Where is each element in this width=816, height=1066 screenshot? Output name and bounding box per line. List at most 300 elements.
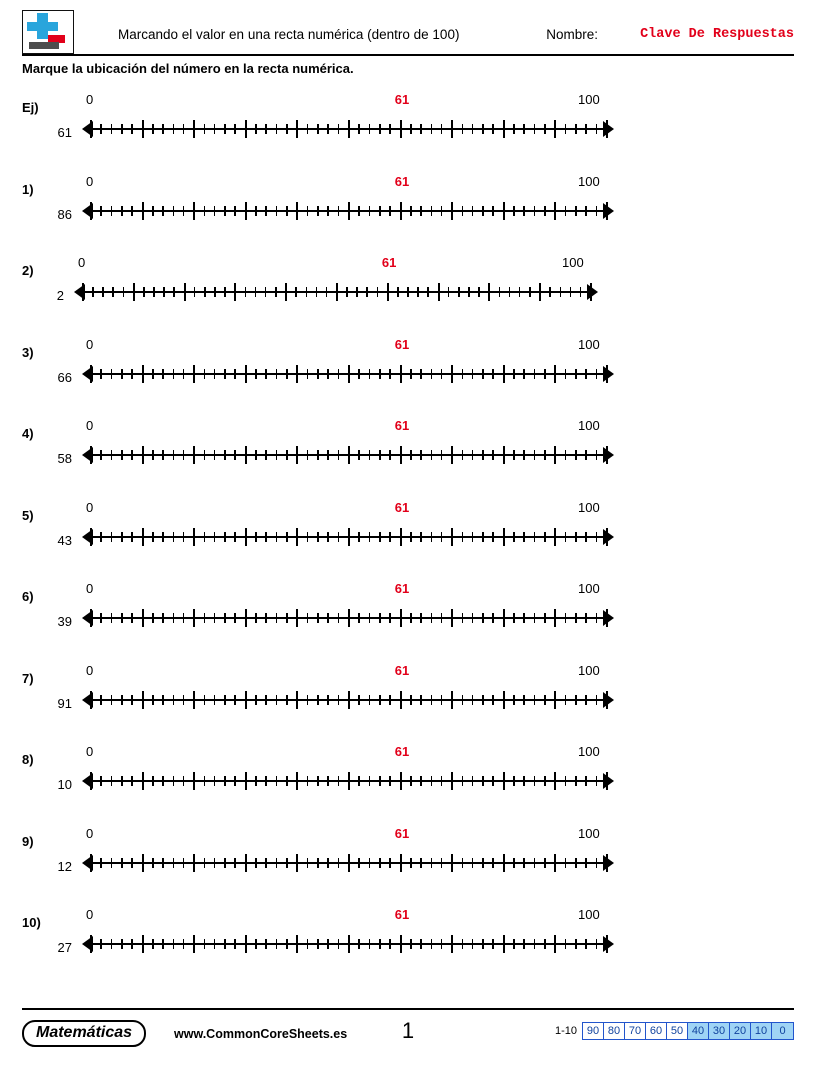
tick-minor [121,369,123,379]
page-title: Marcando el valor en una recta numérica (dentro de 100) [118,27,460,42]
tick-minor [224,124,226,134]
tick-minor [358,450,360,460]
arrow-right-icon [587,284,598,300]
tick-minor [358,939,360,949]
tick-minor [327,695,329,705]
tick-minor [565,450,567,460]
problem-row [0,329,816,411]
arrow-right-icon [603,203,614,219]
tick-major [348,202,350,220]
tick-minor [472,695,474,705]
tick-major [451,528,453,546]
tick-major [348,772,350,790]
tick-major [348,609,350,627]
tick-minor [468,287,470,297]
tick-minor [234,206,236,216]
tick-minor [596,450,598,460]
tick-minor [369,858,371,868]
tick-minor [420,695,422,705]
tick-minor [379,939,381,949]
tick-major [336,283,338,301]
problem-answer: 2 [56,288,64,303]
tick-minor [389,450,391,460]
tick-minor [523,206,525,216]
arrow-right-icon [603,936,614,952]
tick-minor [162,532,164,542]
tick-minor [513,613,515,623]
tick-minor [534,532,536,542]
tick-minor [441,613,443,623]
tick-major [387,283,389,301]
tick-major [90,772,92,790]
tick-major [554,772,556,790]
tick-minor [358,858,360,868]
tick-major [400,772,402,790]
tick-minor [369,532,371,542]
tick-minor [585,532,587,542]
number-line-label-left: 0 [86,336,94,352]
number-line-label-left: 0 [86,744,94,759]
problem-number: 10) [22,915,41,930]
tick-minor [565,532,567,542]
number-line-label-right: 100 [578,336,600,352]
tick-major [193,120,195,138]
tick-major [193,772,195,790]
tick-minor [389,776,391,786]
tick-major [142,202,144,220]
tick-minor [265,450,267,460]
tick-minor [462,613,464,623]
tick-minor [183,369,185,379]
number-line-label-right: 100 [578,173,600,189]
tick-minor [234,858,236,868]
tick-minor [265,206,267,216]
tick-minor [523,613,525,623]
number-line-axis [74,281,598,303]
tick-minor [173,532,175,542]
tick-major [554,120,556,138]
tick-minor [482,124,484,134]
tick-major [245,691,247,709]
problem-row [0,573,816,655]
tick-minor [112,287,114,297]
tick-minor [327,369,329,379]
tick-minor [255,369,257,379]
tick-minor [338,369,340,379]
tick-minor [111,450,113,460]
tick-major [488,283,490,301]
tick-minor [441,695,443,705]
tick-minor [152,939,154,949]
tick-minor [255,858,257,868]
tick-minor [389,613,391,623]
tick-minor [255,695,257,705]
tick-minor [441,369,443,379]
tick-minor [492,124,494,134]
tick-minor [596,695,598,705]
tick-minor [255,939,257,949]
tick-minor [214,369,216,379]
tick-minor [204,613,206,623]
tick-minor [410,450,412,460]
tick-minor [173,450,175,460]
tick-minor [482,939,484,949]
tick-minor [492,776,494,786]
tick-minor [575,613,577,623]
tick-minor [307,939,309,949]
page-footer [22,1008,794,1052]
problem-answer: 27 [57,940,72,955]
number-line-axis [82,526,614,548]
site-url: www.CommonCoreSheets.es [174,1027,348,1041]
tick-minor [482,206,484,216]
tick-minor [596,939,598,949]
tick-minor [482,776,484,786]
tick-major [193,446,195,464]
tick-minor [565,613,567,623]
tick-major [606,609,608,627]
number-line-label-left: 0 [86,581,94,596]
tick-minor [100,206,102,216]
tick-minor [472,858,474,868]
tick-minor [100,776,102,786]
arrow-right-icon [603,529,614,545]
tick-minor [265,532,267,542]
tick-minor [410,206,412,216]
tick-minor [338,858,340,868]
tick-minor [214,206,216,216]
tick-minor [499,287,501,297]
tick-minor [214,695,216,705]
tick-minor [100,369,102,379]
tick-minor [204,369,206,379]
tick-major [400,528,402,546]
tick-minor [379,369,381,379]
tick-minor [306,287,308,297]
number-line-label-target: 61 [381,255,397,270]
tick-major [142,772,144,790]
tick-minor [482,613,484,623]
tick-major [554,202,556,220]
tick-minor [482,858,484,868]
answer-key-label: Clave De Respuestas [640,27,794,42]
tick-minor [462,858,464,868]
tick-minor [523,939,525,949]
tick-minor [379,613,381,623]
tick-minor [565,858,567,868]
tick-minor [234,532,236,542]
problem-number: 9) [22,833,34,849]
score-box [555,1022,794,1040]
tick-minor [204,695,206,705]
number-line-axis [82,363,614,385]
tick-minor [596,124,598,134]
tick-minor [307,695,309,705]
tick-minor [410,776,412,786]
tick-minor [585,124,587,134]
tick-major [142,120,144,138]
number-line-label-right: 100 [578,418,600,433]
tick-minor [121,858,123,868]
number-line-label-target: 61 [394,173,410,189]
tick-minor [462,206,464,216]
tick-minor [338,613,340,623]
tick-major [539,283,541,301]
tick-minor [427,287,429,297]
tick-major [90,446,92,464]
tick-minor [509,287,511,297]
tick-minor [214,450,216,460]
tick-minor [534,858,536,868]
tick-minor [204,206,206,216]
tick-minor [327,532,329,542]
problem-answer: 86 [57,206,72,222]
tick-minor [100,613,102,623]
tick-minor [523,858,525,868]
tick-minor [441,776,443,786]
tick-minor [410,532,412,542]
tick-minor [379,695,381,705]
tick-minor [265,613,267,623]
tick-minor [431,124,433,134]
tick-major [503,446,505,464]
tick-major [245,609,247,627]
tick-minor [565,695,567,705]
tick-minor [529,287,531,297]
number-line-label-right: 100 [578,662,600,678]
score-cell: 50 [667,1023,688,1039]
tick-major [296,691,298,709]
tick-minor [183,858,185,868]
tick-minor [338,532,340,542]
worksheet-page [0,10,816,1066]
tick-major [503,935,505,953]
tick-minor [575,939,577,949]
tick-minor [173,613,175,623]
tick-minor [224,287,226,297]
problem-list [0,84,816,981]
tick-major [90,609,92,627]
tick-minor [519,287,521,297]
tick-minor [102,287,104,297]
tick-minor [327,939,329,949]
problem-row [0,410,816,492]
number-line-label-target: 61 [394,662,410,678]
tick-minor [513,124,515,134]
tick-minor [513,532,515,542]
tick-major [133,283,135,301]
arrow-right-icon [603,366,614,382]
number-line-axis [82,689,614,711]
tick-minor [276,613,278,623]
tick-minor [544,532,546,542]
tick-minor [534,695,536,705]
tick-major [606,528,608,546]
tick-minor [100,532,102,542]
tick-minor [265,369,267,379]
tick-minor [523,776,525,786]
tick-major [234,283,236,301]
tick-minor [575,532,577,542]
tick-minor [326,287,328,297]
tick-minor [575,124,577,134]
problem-row [0,166,816,248]
score-range: 1-10 [554,1025,577,1037]
tick-minor [275,287,277,297]
tick-minor [523,695,525,705]
tick-minor [366,287,368,297]
number-line-label-target: 61 [394,744,410,759]
tick-minor [389,369,391,379]
tick-minor [245,287,247,297]
tick-minor [565,206,567,216]
tick-major [348,528,350,546]
tick-minor [307,858,309,868]
tick-minor [183,450,185,460]
name-label: Nombre: [546,27,598,42]
brand-badge: Matemáticas [22,1020,146,1047]
tick-minor [534,206,536,216]
tick-minor [585,776,587,786]
tick-minor [173,695,175,705]
tick-minor [131,939,133,949]
tick-major [245,854,247,872]
tick-minor [111,613,113,623]
tick-minor [214,858,216,868]
tick-minor [570,287,572,297]
tick-major [606,120,608,138]
tick-major [296,528,298,546]
tick-minor [523,124,525,134]
tick-minor [420,858,422,868]
tick-major [451,202,453,220]
tick-minor [472,369,474,379]
tick-major [90,854,92,872]
tick-minor [276,206,278,216]
tick-minor [295,287,297,297]
tick-minor [183,124,185,134]
number-line-label-right: 100 [578,825,600,841]
tick-minor [286,206,288,216]
tick-minor [100,450,102,460]
tick-major [348,854,350,872]
tick-minor [276,532,278,542]
tick-major [142,528,144,546]
tick-major [82,283,84,301]
tick-minor [121,206,123,216]
tick-minor [389,939,391,949]
tick-minor [265,776,267,786]
tick-major [348,935,350,953]
tick-minor [338,450,340,460]
tick-minor [121,776,123,786]
tick-major [400,446,402,464]
tick-minor [441,939,443,949]
tick-major [554,528,556,546]
tick-minor [255,450,257,460]
tick-minor [472,124,474,134]
tick-minor [163,287,165,297]
tick-minor [358,369,360,379]
tick-minor [131,858,133,868]
problem-number: 5) [22,507,34,523]
tick-major [90,528,92,546]
tick-minor [327,450,329,460]
tick-minor [131,776,133,786]
tick-major [503,365,505,383]
tick-major [451,772,453,790]
tick-minor [286,369,288,379]
tick-major [348,691,350,709]
tick-major [348,365,350,383]
number-line-label-right: 100 [578,92,600,107]
tick-minor [358,124,360,134]
number-line-label-left: 0 [78,255,86,270]
tick-minor [534,450,536,460]
tick-minor [462,532,464,542]
tick-minor [358,532,360,542]
tick-major [193,528,195,546]
tick-minor [162,939,164,949]
tick-minor [234,369,236,379]
tick-major [554,446,556,464]
tick-minor [513,206,515,216]
tick-minor [162,369,164,379]
tick-minor [358,776,360,786]
number-line-label-left: 0 [86,92,94,107]
problem-answer: 58 [57,451,72,466]
tick-minor [131,695,133,705]
tick-major [451,935,453,953]
tick-minor [492,450,494,460]
tick-minor [389,695,391,705]
number-line-label-target: 61 [394,825,410,841]
tick-minor [544,695,546,705]
tick-major [142,935,144,953]
tick-minor [389,124,391,134]
tick-minor [338,206,340,216]
tick-minor [544,776,546,786]
tick-minor [565,939,567,949]
tick-minor [513,369,515,379]
tick-minor [224,613,226,623]
tick-minor [472,613,474,623]
tick-minor [410,939,412,949]
tick-minor [462,369,464,379]
tick-major [606,935,608,953]
problem-number: 8) [22,752,34,767]
tick-minor [152,695,154,705]
tick-minor [431,613,433,623]
tick-minor [100,695,102,705]
tick-minor [478,287,480,297]
problem-number: 6) [22,589,34,604]
tick-minor [183,532,185,542]
problem-answer: 39 [57,614,72,629]
tick-major [90,935,92,953]
tick-minor [286,858,288,868]
tick-minor [317,858,319,868]
tick-minor [121,532,123,542]
tick-minor [431,450,433,460]
tick-major [245,528,247,546]
tick-minor [131,532,133,542]
tick-minor [379,532,381,542]
tick-major [451,691,453,709]
tick-minor [286,532,288,542]
tick-minor [544,939,546,949]
number-line-label-target: 61 [394,581,410,596]
